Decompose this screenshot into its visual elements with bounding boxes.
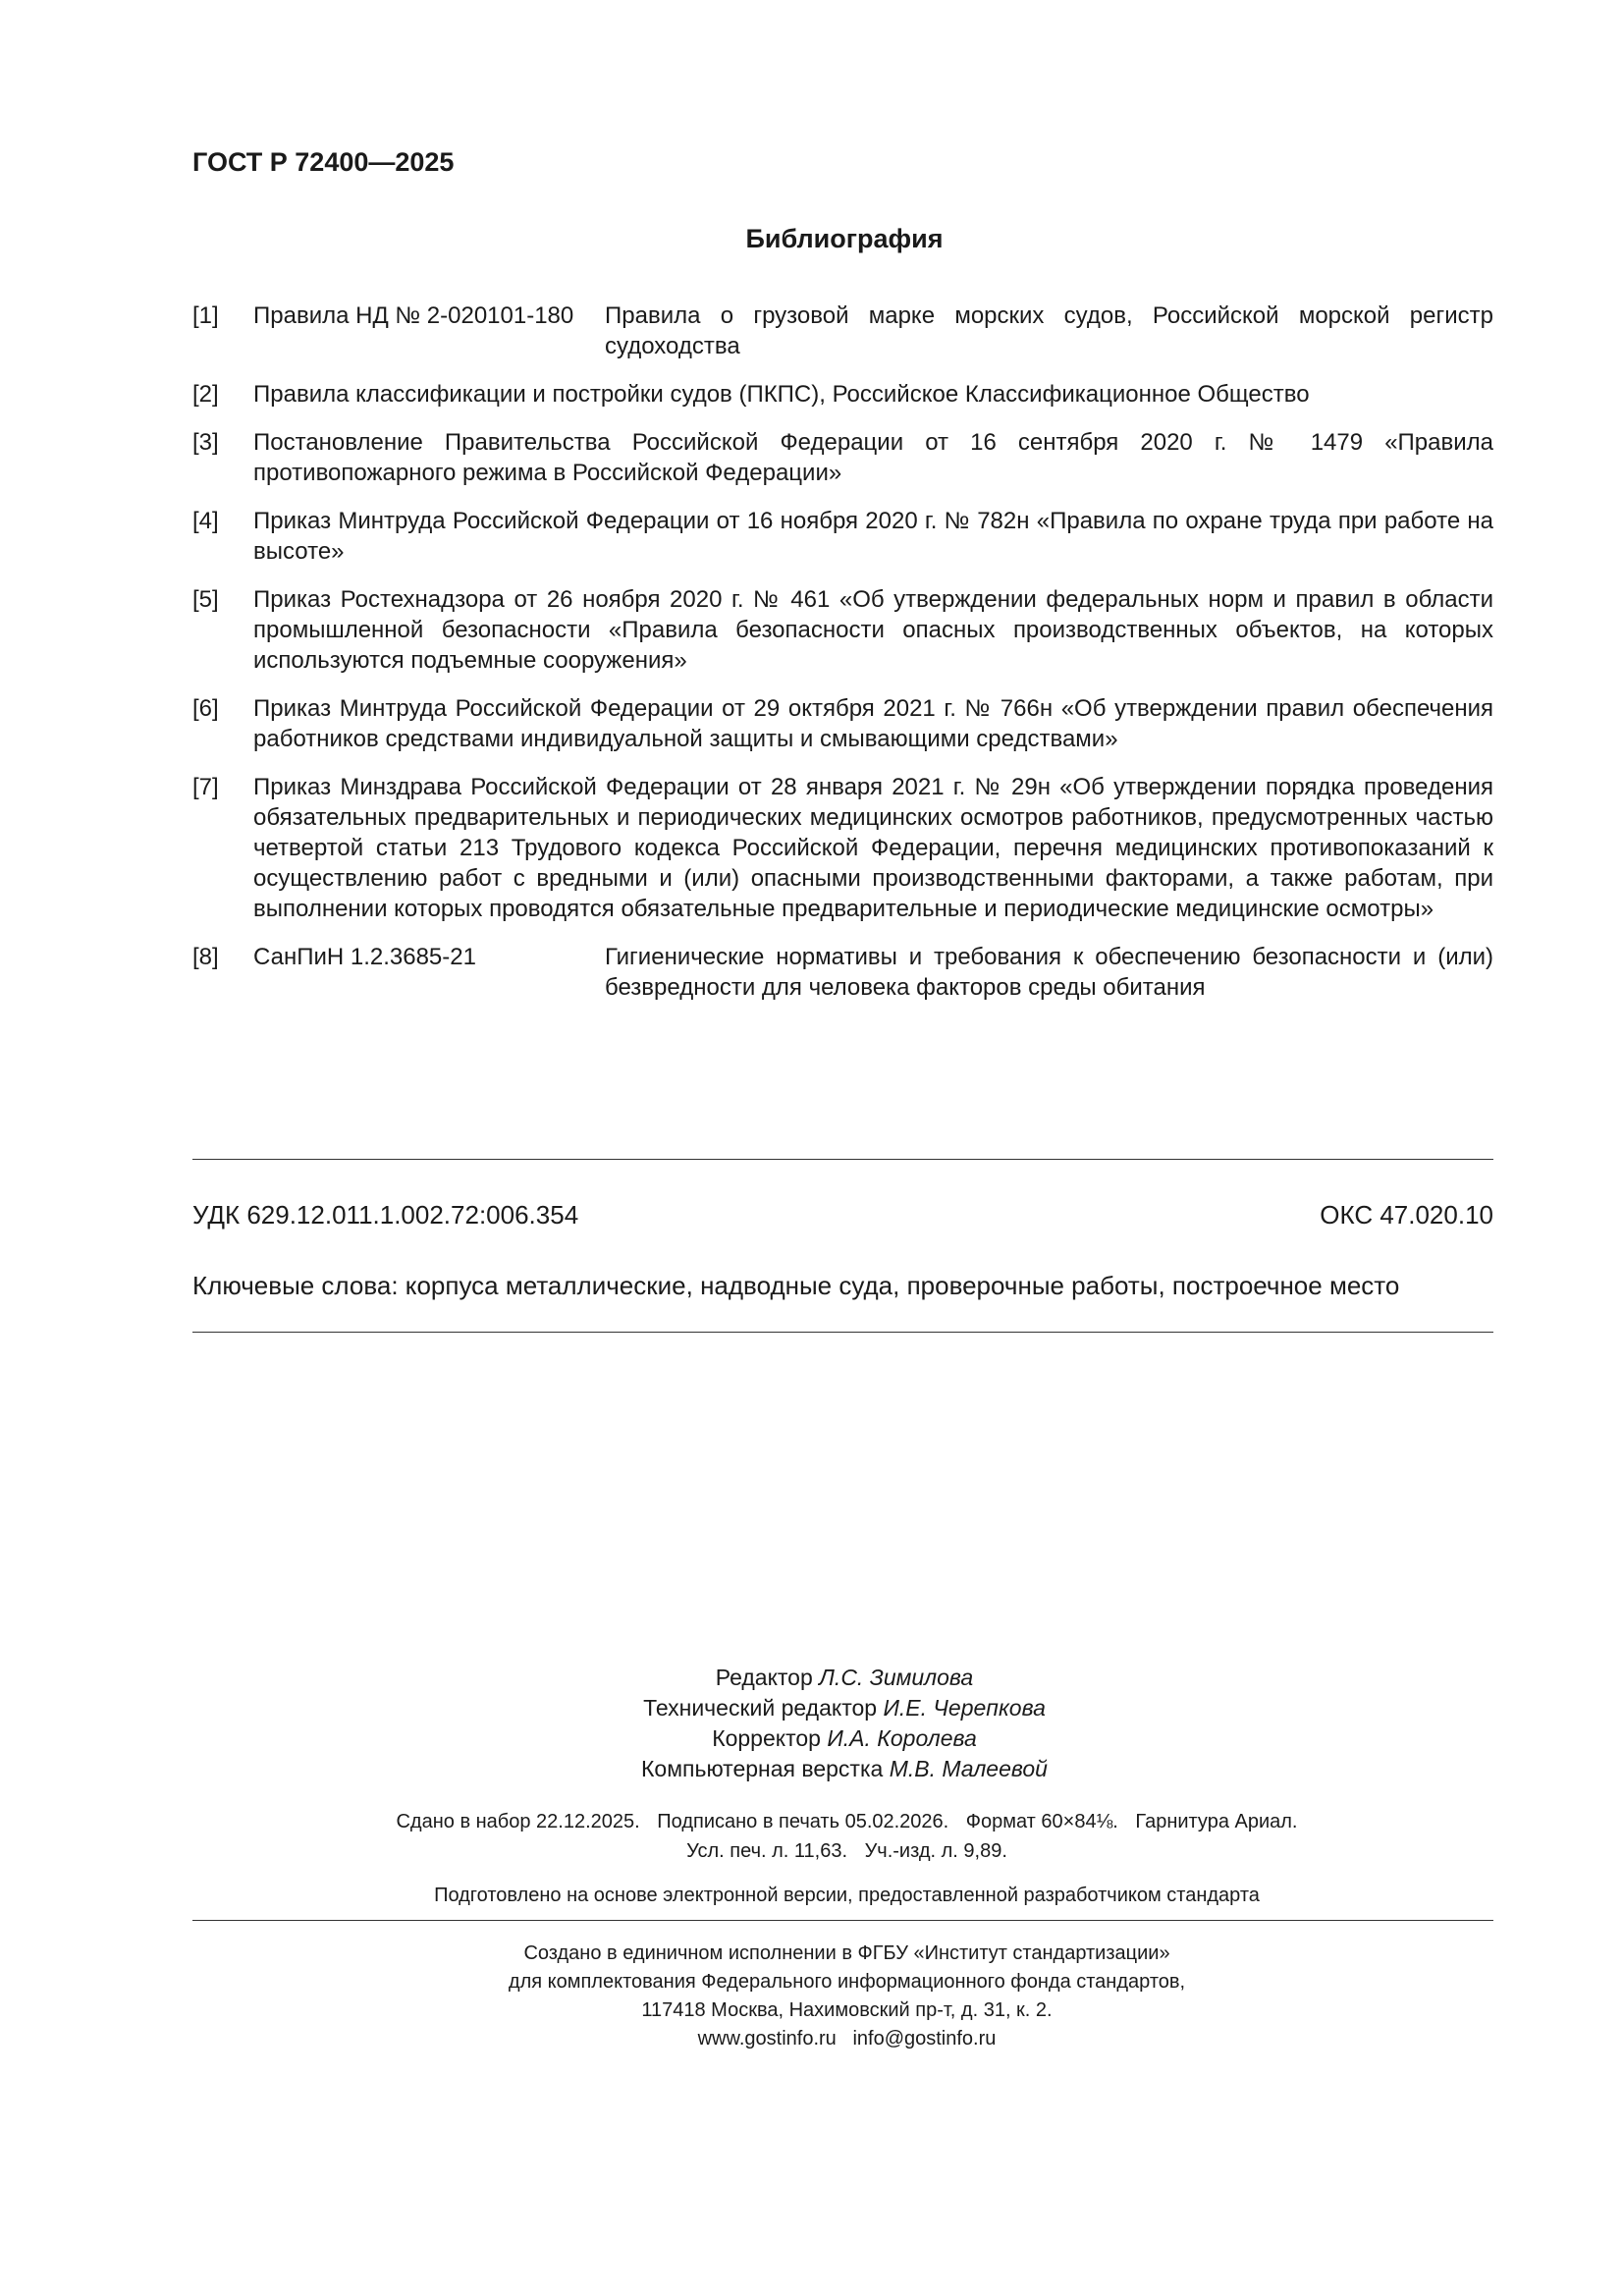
entry-number: [2]	[192, 381, 219, 408]
entry-text: Приказ Минтруда Российской Федерации от 16 ноября 2020 г. № 782н «Правила по охране труда при работе на высоте»	[253, 508, 1493, 565]
prepared-note: Подготовлено на основе электронной версии, предоставленной разработчиком стандарта	[434, 1885, 1260, 1906]
bibliography-entry	[192, 301, 1493, 361]
entry-text: Правила о грузовой марке морских судов, Российской морской регистр судоходства	[605, 302, 1493, 359]
entry-citation: Правила НД № 2-020101-180	[253, 302, 574, 329]
divider-footer	[192, 1920, 1493, 1921]
footer-line: для комплектования Федерального информационного фонда стандартов,	[508, 1971, 1186, 1993]
entry-text: Гигиенические нормативы и требования к обеспечению безопасности и (или) безвредности для человека факторов среды обитания	[605, 944, 1493, 1001]
entry-number: [5]	[192, 586, 219, 613]
entry-number: [6]	[192, 695, 219, 722]
format: Формат 60×84⅛.	[965, 1811, 1118, 1832]
entry-text: Постановление Правительства Российской Федерации от 16 сентября 2020 г. № 1479 «Правила противопожарного режима в Российской Федерации»	[253, 429, 1493, 486]
credit-role: Компьютерная верстка	[641, 1756, 884, 1781]
entry-number: [3]	[192, 429, 219, 456]
typeset-date: Сдано в набор 22.12.2025.	[396, 1811, 640, 1832]
entry-text: Правила классификации и постройки судов (ПКПС), Российское Классификационное Общество	[253, 381, 1310, 408]
bibliography-entry	[192, 693, 1493, 754]
credit-role: Технический редактор	[643, 1695, 878, 1721]
bibliography-entry	[192, 584, 1493, 676]
credit-line	[511, 1663, 1178, 1693]
entry-text: Приказ Ростехнадзора от 26 ноября 2020 г. № 461 «Об утверждении федеральных норм и правил в области промышленной безопасности «Правила безопасности опасных производственных объектов, на которых используются подъемные сооружения»	[253, 586, 1493, 674]
bibliography-entry	[192, 772, 1493, 924]
credit-role: Редактор	[715, 1665, 813, 1690]
credit-line	[511, 1754, 1178, 1784]
print-info-line	[295, 1807, 1399, 1836]
keywords: Ключевые слова: корпуса металлические, надводные суда, проверочные работы, построечное место	[192, 1271, 1400, 1300]
credit-name: И.Е. Черепкова	[883, 1695, 1046, 1721]
credit-name: М.В. Малеевой	[889, 1756, 1048, 1781]
publisher-sheets: Уч.-изд. л. 9,89.	[864, 1840, 1007, 1862]
entry-citation: СанПиН 1.2.3685-21	[253, 944, 476, 970]
printed-sheets: Усл. печ. л. 11,63.	[686, 1840, 848, 1862]
credit-name: И.А. Королева	[827, 1725, 977, 1751]
udk-code: УДК 629.12.011.1.002.72:006.354	[192, 1200, 579, 1230]
footer-contacts: www.gostinfo.ru info@gostinfo.ru	[697, 2028, 997, 2050]
credit-line	[511, 1723, 1178, 1754]
entry-text: Приказ Минздрава Российской Федерации от 28 января 2021 г. № 29н «Об утверждении порядка проведения обязательных предварительных и периодических медицинских осмотров работников, предусмотренных частью четвертой статьи 213 Трудового кодекса Российской Федерации, перечня медицинских противопоказаний к осуществлению работ с вредными и (или) опасными производственными факторами, а также работам, при выполнении которых проводятся обязательные предварительные и периодические медицинские осмотры»	[253, 774, 1493, 922]
entry-number: [4]	[192, 508, 219, 534]
standard-code: ГОСТ Р 72400—2025	[192, 147, 455, 177]
publisher-footer	[295, 1940, 1399, 2053]
typeface: Гарнитура Ариал.	[1135, 1811, 1298, 1832]
divider-top	[192, 1159, 1493, 1160]
credit-name: Л.С. Зимилова	[819, 1665, 974, 1690]
credit-line	[511, 1693, 1178, 1723]
bibliography-list	[192, 301, 1493, 1020]
entry-number: [7]	[192, 774, 219, 800]
entry-number: [1]	[192, 302, 219, 329]
footer-line: 117418 Москва, Нахимовский пр-т, д. 31, к. 2.	[641, 1999, 1053, 2021]
entry-text: Приказ Минтруда Российской Федерации от 29 октября 2021 г. № 766н «Об утверждении правил обеспечения работников средствами индивидуальной защиты и смывающими средствами»	[253, 695, 1493, 752]
entry-number: [8]	[192, 944, 219, 970]
bibliography-entry	[192, 379, 1493, 410]
bibliography-entry	[192, 942, 1493, 1003]
print-info-line	[295, 1836, 1399, 1866]
editorial-credits	[511, 1663, 1178, 1784]
print-info	[295, 1807, 1399, 1866]
bibliography-entry	[192, 427, 1493, 488]
footer-line: Создано в единичном исполнении в ФГБУ «Институт стандартизации»	[523, 1942, 1170, 1964]
oks-code: ОКС 47.020.10	[1320, 1200, 1493, 1230]
bibliography-title: Библиография	[745, 224, 944, 253]
classification-row	[192, 1200, 1493, 1230]
credit-role: Корректор	[712, 1725, 821, 1751]
print-date: Подписано в печать 05.02.2026.	[657, 1811, 949, 1832]
divider-keywords	[192, 1332, 1493, 1333]
bibliography-entry	[192, 506, 1493, 567]
